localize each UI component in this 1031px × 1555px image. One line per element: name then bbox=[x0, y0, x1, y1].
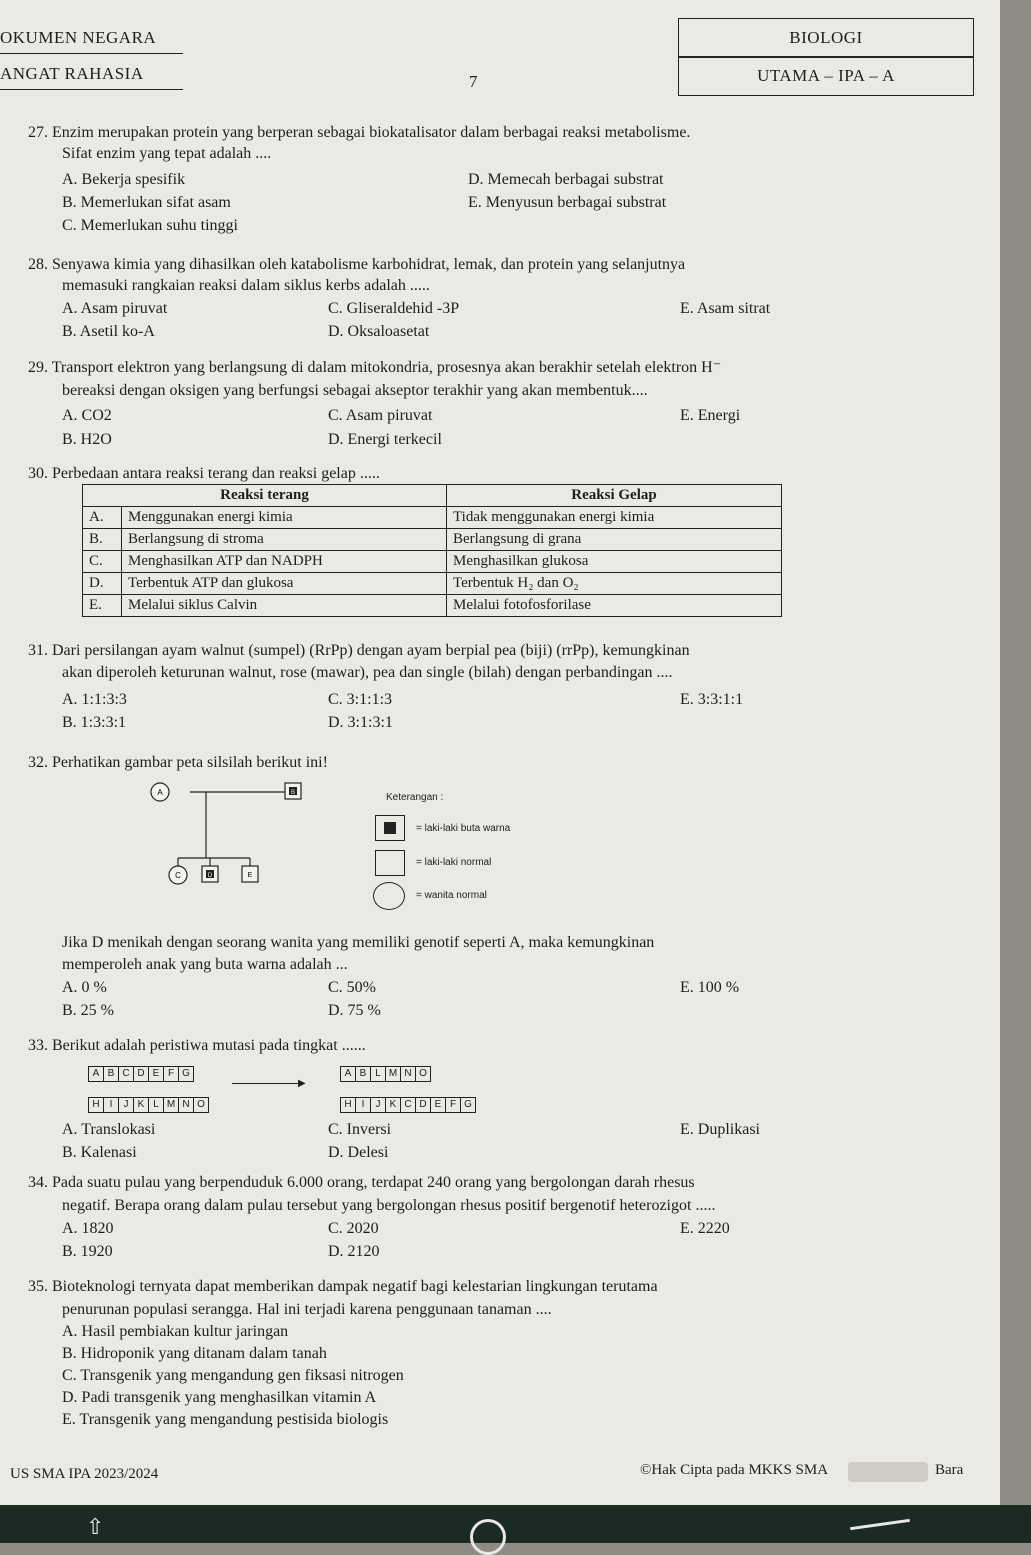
gene-box: J bbox=[370, 1097, 386, 1113]
page-number: 7 bbox=[469, 72, 478, 91]
legend-normal-male: = laki-laki normal bbox=[416, 857, 492, 868]
q33-option-b: B. Kalenasi bbox=[62, 1144, 137, 1161]
table-header-light: Reaksi terang bbox=[83, 485, 447, 507]
favorite-icon[interactable] bbox=[470, 1519, 506, 1555]
table-row bbox=[83, 573, 782, 595]
q31-option-c: C. 3:1:1:3 bbox=[328, 691, 393, 708]
arrow-head-icon: ▶ bbox=[298, 1078, 306, 1089]
pedigree-chart bbox=[150, 780, 320, 910]
q35-text-1: 35. Bioteknologi ternyata dapat memberikan dampak negatif bagi kelestarian lingkungan terutama bbox=[28, 1278, 658, 1295]
label-c: C bbox=[175, 871, 181, 880]
q30-table bbox=[82, 484, 782, 617]
q28-option-c: C. Gliseraldehid -3P bbox=[328, 300, 460, 317]
q34-option-d: D. 2120 bbox=[328, 1243, 380, 1260]
row-dark: Terbentuk H₂ dan O₂ bbox=[447, 573, 782, 595]
row-key: D. bbox=[83, 573, 122, 595]
gene-box: L bbox=[370, 1066, 386, 1082]
gene-box: A bbox=[88, 1066, 104, 1082]
row-dark: Berlangsung di grana bbox=[447, 529, 782, 551]
gene-box: L bbox=[148, 1097, 164, 1113]
q32-text: 32. Perhatikan gambar peta silsilah berikut ini! bbox=[28, 754, 328, 771]
legend-normal-male-icon bbox=[375, 850, 405, 876]
row-key: E. bbox=[83, 595, 122, 617]
q29-text-1: 29. Transport elektron yang berlangsung di dalam mitokondria, prosesnya akan berakhir setelah elektron H⁻ bbox=[28, 359, 722, 376]
legend-normal-female: = wanita normal bbox=[416, 890, 487, 901]
row-light: Menggunakan energi kimia bbox=[122, 507, 447, 529]
q35-option-a: A. Hasil pembiakan kultur jaringan bbox=[62, 1323, 289, 1340]
row-light: Melalui siklus Calvin bbox=[122, 595, 447, 617]
q32-option-d: D. 75 % bbox=[328, 1002, 381, 1019]
row-dark: Tidak menggunakan energi kimia bbox=[447, 507, 782, 529]
q33-option-a: A. Translokasi bbox=[62, 1121, 156, 1138]
gene-box: I bbox=[355, 1097, 371, 1113]
q28-option-b: B. Asetil ko-A bbox=[62, 323, 155, 340]
q34-option-a: A. 1820 bbox=[62, 1220, 114, 1237]
gene-box: H bbox=[88, 1097, 104, 1113]
table-row bbox=[83, 551, 782, 573]
gene-box: I bbox=[103, 1097, 119, 1113]
share-icon[interactable]: ⇧ bbox=[86, 1515, 105, 1540]
header-divider bbox=[0, 89, 183, 90]
q34-option-b: B. 1920 bbox=[62, 1243, 113, 1260]
footer-right-end: Bara bbox=[935, 1462, 964, 1478]
q31-option-d: D. 3:1:3:1 bbox=[328, 714, 393, 731]
row-key: A. bbox=[83, 507, 122, 529]
gene-box: F bbox=[445, 1097, 461, 1113]
q27-option-e: E. Menyusun berbagai substrat bbox=[468, 194, 667, 211]
legend-title: Keterangan : bbox=[386, 792, 444, 803]
table-row bbox=[83, 595, 782, 617]
q32-text-2: memperoleh anak yang buta warna adalah ... bbox=[62, 956, 348, 973]
label-a: A bbox=[157, 788, 163, 797]
q27-option-c: C. Memerlukan suhu tinggi bbox=[62, 217, 238, 234]
q34-text-1: 34. Pada suatu pulau yang berpenduduk 6.000 orang, terdapat 240 orang yang bergolongan darah rhesus bbox=[28, 1174, 695, 1191]
q35-text-2: penurunan populasi serangga. Hal ini terjadi karena penggunaan tanaman .... bbox=[62, 1301, 552, 1318]
q27-option-b: B. Memerlukan sifat asam bbox=[62, 194, 231, 211]
legend-affected-male: = laki-laki buta warna bbox=[416, 823, 511, 834]
q32-option-a: A. 0 % bbox=[62, 979, 107, 996]
gene-box: D bbox=[133, 1066, 149, 1082]
q27-text-1: 27. Enzim merupakan protein yang berperan sebagai biokatalisator dalam berbagai reaksi metabolisme. bbox=[28, 124, 691, 141]
q29-option-e: E. Energi bbox=[680, 407, 741, 424]
q31-text-2: akan diperoleh keturunan walnut, rose (mawar), pea dan single (bilah) dengan perbandingan .... bbox=[62, 664, 673, 681]
edit-icon[interactable] bbox=[850, 1519, 910, 1530]
legend-normal-female-icon bbox=[373, 882, 405, 910]
label-b: B bbox=[290, 790, 296, 796]
row-light: Menghasilkan ATP dan NADPH bbox=[122, 551, 447, 573]
gene-box: M bbox=[385, 1066, 401, 1082]
q33-text: 33. Berikut adalah peristiwa mutasi pada tingkat ...... bbox=[28, 1037, 366, 1054]
chromosome-2-before bbox=[88, 1097, 208, 1113]
gene-box: A bbox=[340, 1066, 356, 1082]
chromosome-1-after bbox=[340, 1066, 430, 1082]
gene-box: H bbox=[340, 1097, 356, 1113]
gene-box: E bbox=[148, 1066, 164, 1082]
footer-left: US SMA IPA 2023/2024 bbox=[10, 1466, 159, 1482]
gene-box: E bbox=[430, 1097, 446, 1113]
q33-option-e: E. Duplikasi bbox=[680, 1121, 760, 1138]
row-dark: Melalui fotofosforilase bbox=[447, 595, 782, 617]
q29-option-d: D. Energi terkecil bbox=[328, 431, 442, 448]
q28-option-d: D. Oksaloasetat bbox=[328, 323, 430, 340]
device-bottom-bar bbox=[0, 1505, 1031, 1543]
gene-box: B bbox=[103, 1066, 119, 1082]
q35-option-d: D. Padi transgenik yang menghasilkan vitamin A bbox=[62, 1389, 377, 1406]
gene-box: G bbox=[178, 1066, 194, 1082]
table-row bbox=[83, 529, 782, 551]
q29-option-a: A. CO2 bbox=[62, 407, 112, 424]
q29-option-c: C. Asam piruvat bbox=[328, 407, 433, 424]
q27-text-2: Sifat enzim yang tepat adalah .... bbox=[62, 145, 272, 162]
gene-box: M bbox=[163, 1097, 179, 1113]
q34-option-e: E. 2220 bbox=[680, 1220, 730, 1237]
q28-text-1: 28. Senyawa kimia yang dihasilkan oleh katabolisme karbohidrat, lemak, dan protein yang selanjutnya bbox=[28, 256, 686, 273]
label-d: D bbox=[207, 873, 213, 879]
q29-option-b: B. H2O bbox=[62, 431, 112, 448]
footer-occlusion bbox=[848, 1462, 928, 1482]
q34-text-2: negatif. Berapa orang dalam pulau tersebut yang bergolongan rhesus positif bergenotif heterozigot ..... bbox=[62, 1197, 716, 1214]
q29-text-2: bereaksi dengan oksigen yang berfungsi sebagai akseptor terakhir yang akan membentuk.... bbox=[62, 382, 648, 399]
footer-right: ©Hak Cipta pada MKKS SMA bbox=[640, 1462, 829, 1478]
q31-option-e: E. 3:3:1:1 bbox=[680, 691, 744, 708]
chromosome-2-after bbox=[340, 1097, 475, 1113]
subject-box: BIOLOGI bbox=[678, 18, 974, 58]
gene-box: K bbox=[385, 1097, 401, 1113]
header-divider bbox=[0, 53, 183, 54]
header-left-top: OKUMEN NEGARA bbox=[0, 28, 157, 47]
q28-text-2: memasuki rangkaian reaksi dalam siklus kerbs adalah ..... bbox=[62, 277, 430, 294]
legend-affected-male-icon bbox=[375, 815, 405, 841]
q28-option-e: E. Asam sitrat bbox=[680, 300, 771, 317]
q31-text-1: 31. Dari persilangan ayam walnut (sumpel) (RrPp) dengan ayam berpial pea (biji) (rrPp), kemungkinan bbox=[28, 642, 690, 659]
q35-option-b: B. Hidroponik yang ditanam dalam tanah bbox=[62, 1345, 327, 1362]
q32-option-e: E. 100 % bbox=[680, 979, 740, 996]
package-box: UTAMA – IPA – A bbox=[678, 56, 974, 96]
table-header-dark: Reaksi Gelap bbox=[447, 485, 782, 507]
q30-text: 30. Perbedaan antara reaksi terang dan reaksi gelap ..... bbox=[28, 465, 380, 482]
q33-option-d: D. Delesi bbox=[328, 1144, 389, 1161]
gene-box: C bbox=[400, 1097, 416, 1113]
gene-box: G bbox=[460, 1097, 476, 1113]
q32-option-c: C. 50% bbox=[328, 979, 376, 996]
gene-box: D bbox=[415, 1097, 431, 1113]
arrow-line bbox=[232, 1083, 302, 1084]
row-key: C. bbox=[83, 551, 122, 573]
q32-text-1: Jika D menikah dengan seorang wanita yang memiliki genotif seperti A, maka kemungkinan bbox=[62, 934, 655, 951]
q28-option-a: A. Asam piruvat bbox=[62, 300, 168, 317]
gene-box: C bbox=[118, 1066, 134, 1082]
gene-box: J bbox=[118, 1097, 134, 1113]
row-dark: Menghasilkan glukosa bbox=[447, 551, 782, 573]
gene-box: N bbox=[178, 1097, 194, 1113]
label-e: E bbox=[247, 872, 253, 879]
q32-option-b: B. 25 % bbox=[62, 1002, 114, 1019]
gene-box: K bbox=[133, 1097, 149, 1113]
q31-option-a: A. 1:1:3:3 bbox=[62, 691, 127, 708]
gene-box: O bbox=[415, 1066, 431, 1082]
q35-option-c: C. Transgenik yang mengandung gen fiksasi nitrogen bbox=[62, 1367, 404, 1384]
gene-box: N bbox=[400, 1066, 416, 1082]
row-light: Berlangsung di stroma bbox=[122, 529, 447, 551]
q31-option-b: B. 1:3:3:1 bbox=[62, 714, 127, 731]
q27-option-a: A. Bekerja spesifik bbox=[62, 171, 186, 188]
q27-option-d: D. Memecah berbagai substrat bbox=[468, 171, 664, 188]
chromosome-1-before bbox=[88, 1066, 193, 1082]
gene-box: B bbox=[355, 1066, 371, 1082]
header-left-bottom: ANGAT RAHASIA bbox=[0, 64, 144, 83]
row-key: B. bbox=[83, 529, 122, 551]
table-header-row bbox=[83, 485, 782, 507]
table-row bbox=[83, 507, 782, 529]
q33-option-c: C. Inversi bbox=[328, 1121, 392, 1138]
q34-option-c: C. 2020 bbox=[328, 1220, 379, 1237]
gene-box: O bbox=[193, 1097, 209, 1113]
row-light: Terbentuk ATP dan glukosa bbox=[122, 573, 447, 595]
q35-option-e: E. Transgenik yang mengandung pestisida biologis bbox=[62, 1411, 389, 1428]
gene-box: F bbox=[163, 1066, 179, 1082]
